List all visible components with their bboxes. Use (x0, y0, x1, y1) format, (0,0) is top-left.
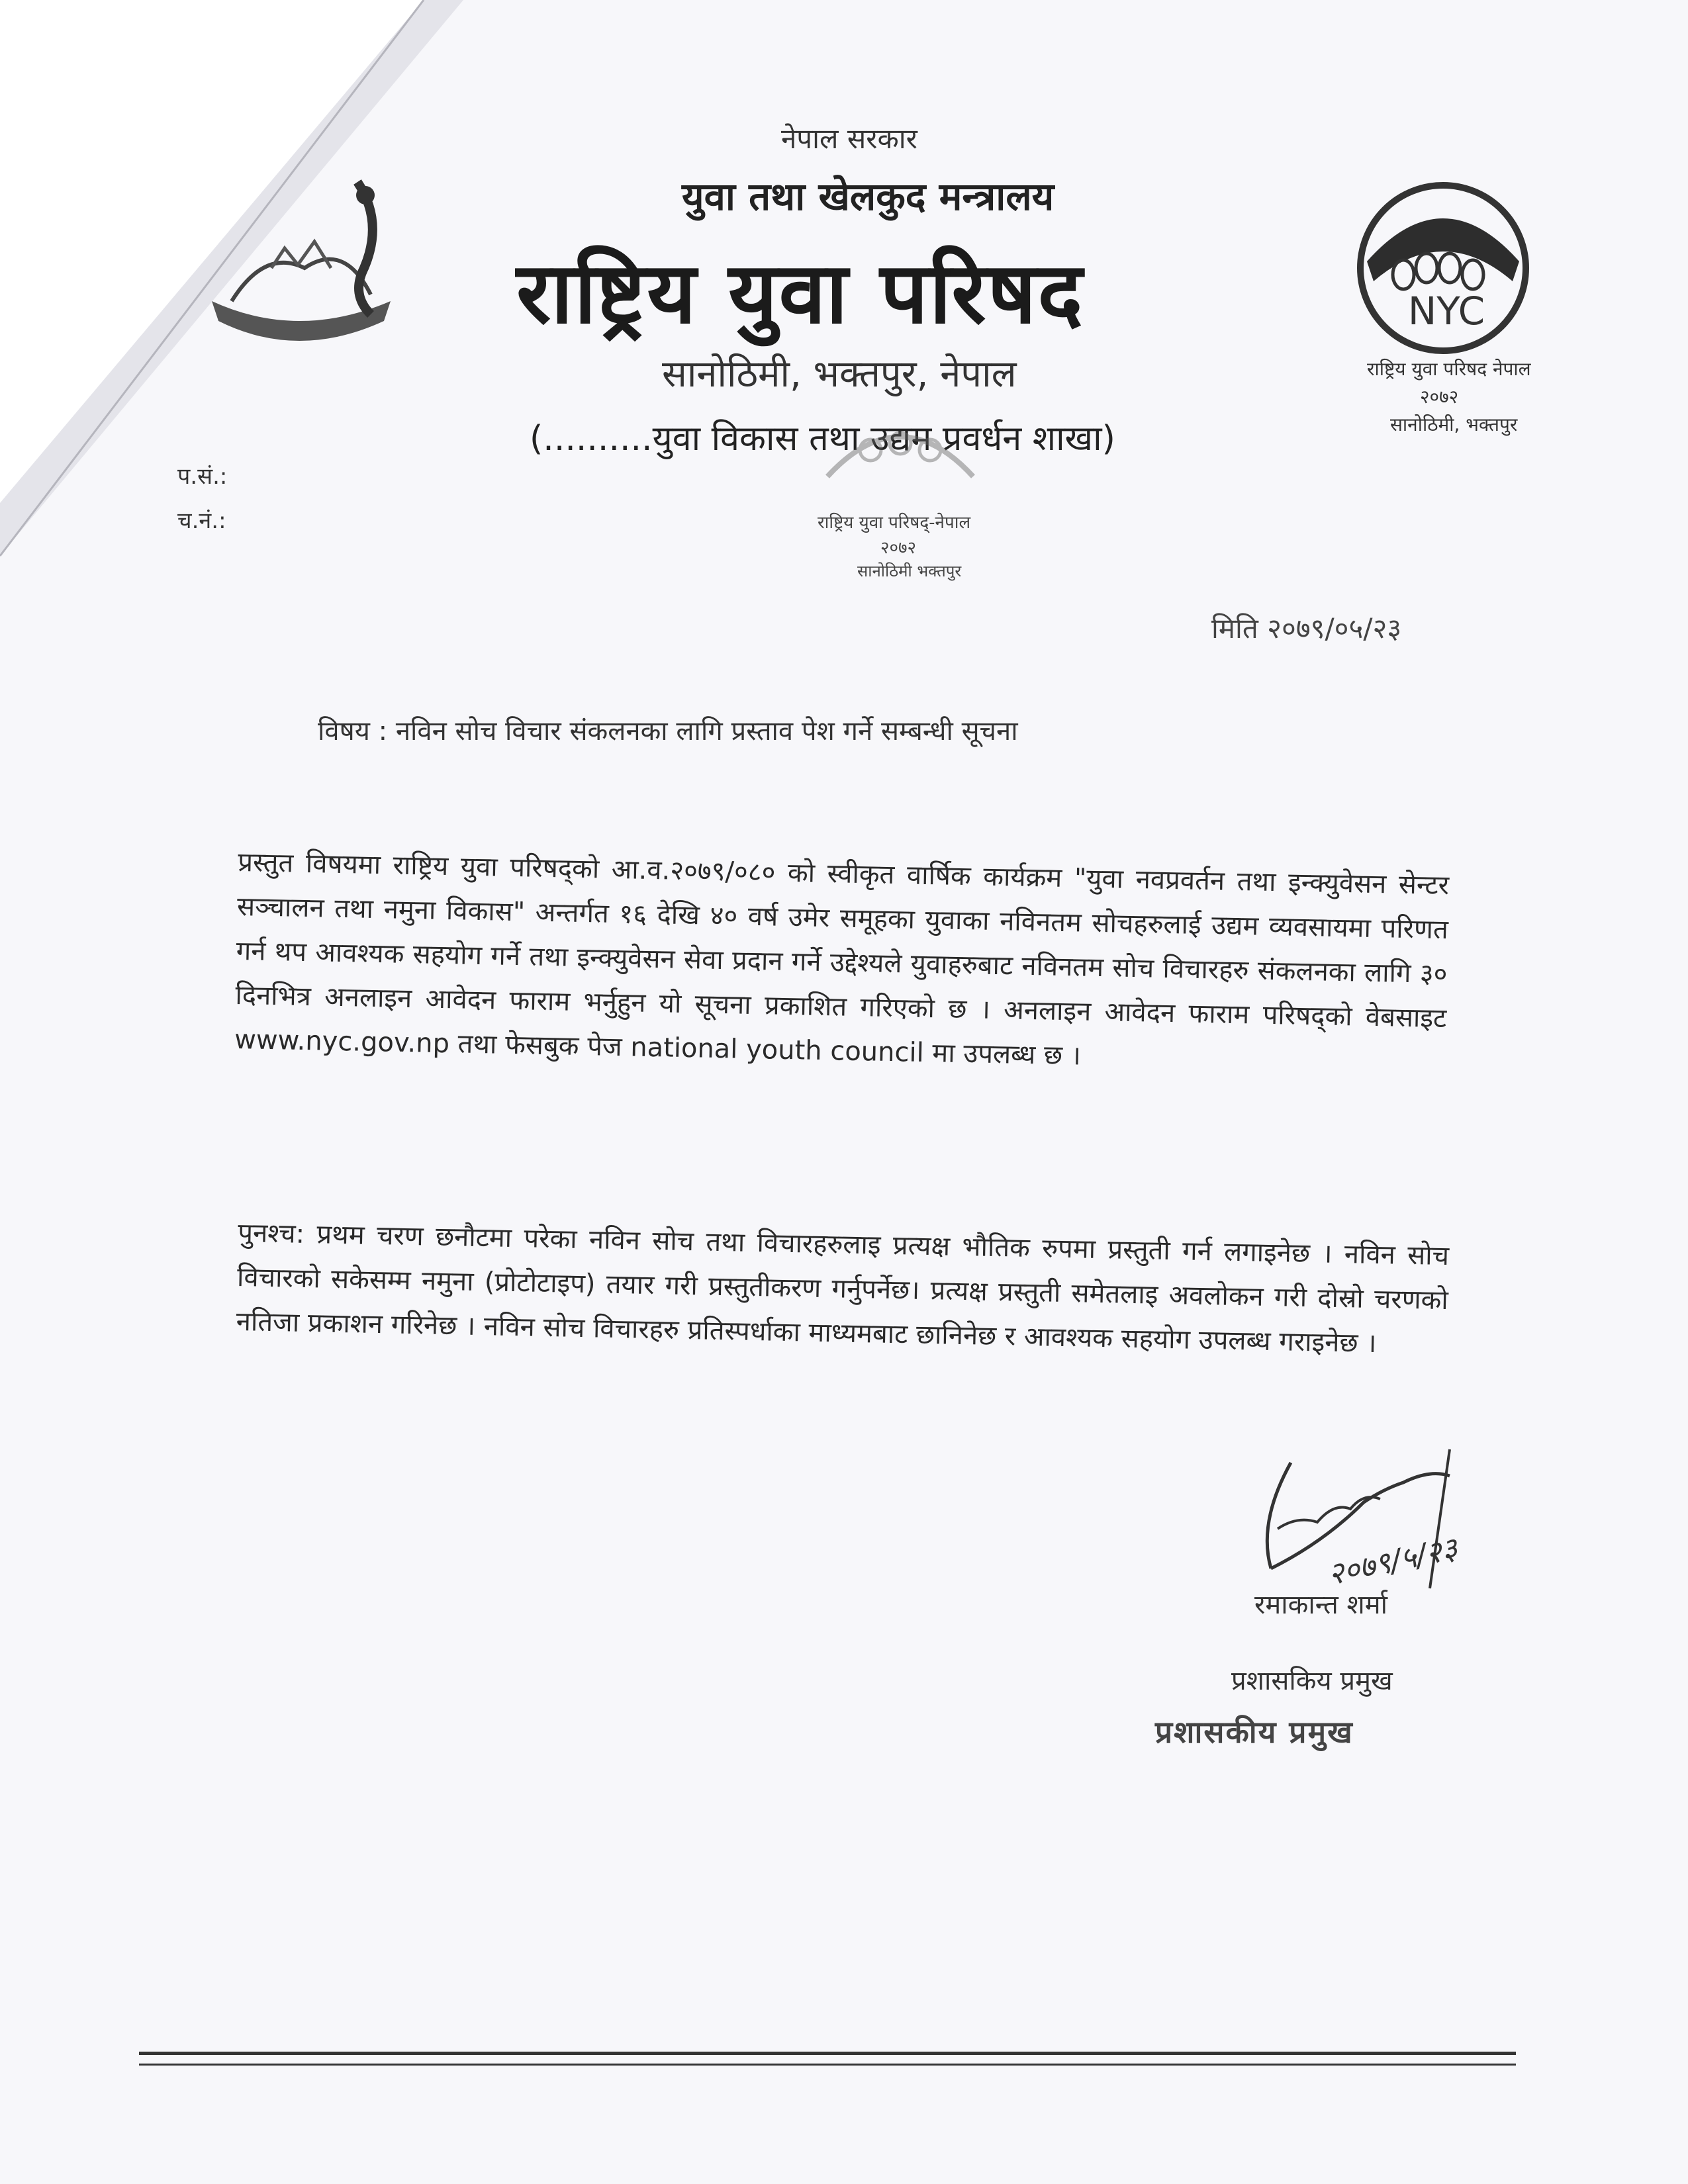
designation-stamp: प्रशासकीय प्रमुख (1155, 1714, 1354, 1750)
seal-right-year: २०७२ (1420, 386, 1459, 408)
nyc-logo-icon (1350, 182, 1536, 354)
body-paragraph-1: प्रस्तुत विषयमा राष्ट्रिय युवा परिषद्को आ.व.२०७९/०८० को स्वीकृत वार्षिक कार्यक्रम "युवा नवप्रवर्तन तथा इन्क्युवेसन सेन्टर सञ्चालन तथा नमुना विकास" अन्तर्गत १६ देखि ४० वर्ष उमेर समूहका युवाका नविनतम सोचहरुलाई उद्यम व्यवसायमा परिणत गर्न थप आवश्यक सहयोग गर्ने तथा इन्क्युवेसन सेवा प्रदान गर्ने उद्देश्यले युवाहरुबाट नविनतम सोच विचारहरु संकलनका लागि ३० दिनभित्र अनलाइन आवेदन फाराम भर्नुहुन यो सूचना प्रकाशित गरिएको छ । अनलाइन आवेदन फाराम परिषद्को वेबसाइट www.nyc.gov.np तथा फेसबुक पेज national youth council मा उपलब्ध छ । (234, 846, 1450, 1071)
letter-number-label: प.सं.: (177, 463, 228, 490)
faint-nyc-stamp-icon (814, 397, 986, 503)
ministry-name: युवा तथा खेलकुद मन्त्रालय (682, 174, 1055, 219)
letter-subject: विषय : नविन सोच विचार संकलनका लागि प्रस्ताव पेश गर्ने सम्बन्धी सूचना (318, 716, 1018, 747)
seal-center-location: सानोठिमी भक्तपुर (857, 562, 962, 580)
seal-center-name: राष्ट्रिय युवा परिषद्-नेपाल (818, 513, 971, 533)
government-name: नेपाल सरकार (781, 122, 917, 155)
council-title: राष्ट्रिय युवा परिषद (516, 244, 1084, 343)
signatory-title: प्रशासकिय प्रमुख (1231, 1666, 1393, 1696)
footer-rule-top (139, 2052, 1516, 2055)
signatory-name: रमाकान्त शर्मा (1254, 1590, 1388, 1620)
letter-date: मिति २०७९/०५/२३ (1211, 612, 1402, 645)
dispatch-number-label: च.नं.: (177, 508, 226, 534)
seal-right-name: राष्ट्रिय युवा परिषद नेपाल (1367, 358, 1531, 380)
signature-date: २०७९/५/२३ (1325, 1529, 1461, 1592)
handwritten-signature (1231, 1443, 1516, 1595)
nepal-emblem-icon (192, 169, 404, 361)
seal-center-year: २०७२ (880, 538, 917, 558)
council-address: सानोठिमी, भक्तपुर, नेपाल (662, 353, 1017, 396)
nyc-logo-text: NYC (1407, 289, 1485, 334)
footer-rule-bottom (139, 2064, 1516, 2066)
seal-right-location: सानोठिमी, भक्तपुर (1390, 414, 1518, 435)
branch-name: (..........युवा विकास तथा उद्यम प्रवर्धन शाखा) (530, 419, 1115, 459)
body-paragraph-2: पुनश्च: प्रथम चरण छनौटमा परेका नविन सोच तथा विचारहरुलाइ प्रत्यक्ष भौतिक रुपमा प्रस्तुती गर्न लगाइनेछ । नविन सोच विचारको सकेसम्म नमुना (प्रोटोटाइप) तयार गरी प्रस्तुतीकरण गर्नुपर्नेछ। प्रत्यक्ष प्रस्तुती समेतलाइ अवलोकन गरी दोस्रो चरणको नतिजा प्रकाशन गरिनेछ । नविन सोच विचारहरु प्रतिस्पर्धाका माध्यमबाट छानिनेछ र आवश्यक सहयोग उपलब्ध गराइनेछ । (236, 1217, 1450, 1359)
